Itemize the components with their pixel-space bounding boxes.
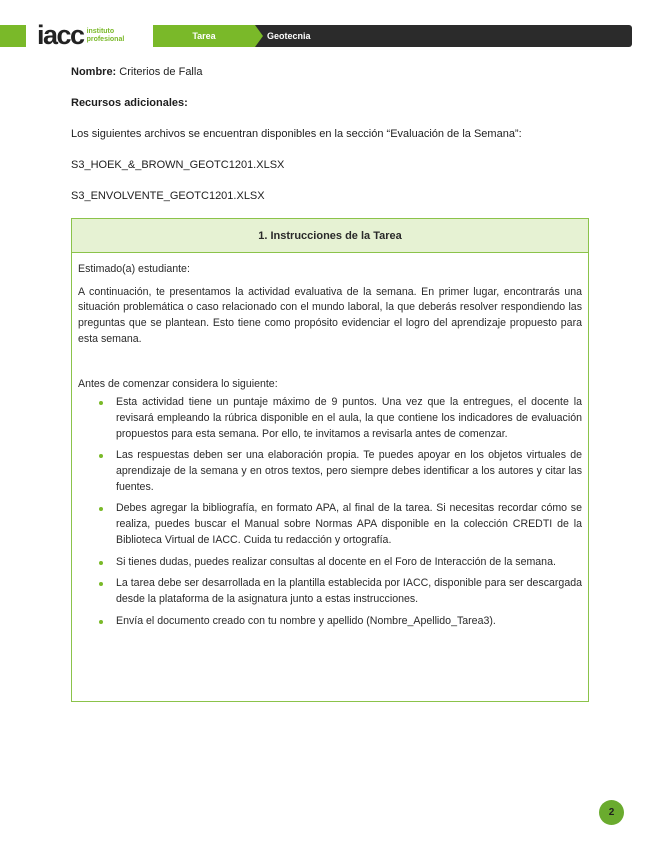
page-header xyxy=(0,20,632,50)
list-item: Esta actividad tiene un puntaje máximo de 9 puntos. Una vez que la entregues, el docente la revisará empleando la rúbrica disponible en el aula, la que contiene los indicadores de evaluación propuestos para esta semana. Por ello, te invitamos a revisarla antes de comenzar. xyxy=(116,395,582,442)
logo-subtitle xyxy=(87,28,125,44)
intro-paragraph: A continuación, te presentamos la actividad evaluativa de la semana. En primer lugar, encontrarás una situación problemática o caso relacionado con el mundo laboral, la que deberás resolver respondiendo las preguntas que se plantean. Esto tiene como propósito evidenciar el logro del aprendizaje propuesto para esta semana. xyxy=(78,285,582,345)
instructions-title: 1. Instrucciones de la Tarea xyxy=(72,219,588,253)
assignment-name xyxy=(71,66,202,78)
resources-label: Recursos adicionales: xyxy=(71,97,188,109)
logo-wordmark: iacc xyxy=(37,20,84,50)
instructions-body xyxy=(72,253,588,629)
course-name: Geotecnia xyxy=(267,31,311,41)
logo-subtitle-line2: profesional xyxy=(86,36,125,43)
instructions-box xyxy=(71,218,589,702)
file-link-hoek-brown[interactable]: S3_HOEK_&_BROWN_GEOTC1201.XLSX xyxy=(71,159,285,171)
instructions-list xyxy=(78,395,582,629)
header-course-label xyxy=(255,25,632,47)
resources-heading xyxy=(71,97,188,109)
list-item: Si tienes dudas, puedes realizar consultas al docente en el Foro de Interacción de la semana. xyxy=(116,555,582,571)
before-heading: Antes de comenzar considera lo siguiente: xyxy=(78,377,278,390)
file-link-envolvente[interactable]: S3_ENVOLVENTE_GEOTC1201.XLSX xyxy=(71,190,265,202)
brand-square xyxy=(0,25,26,47)
name-value: Criterios de Falla xyxy=(119,66,203,78)
iacc-logo xyxy=(37,21,124,49)
header-tab-tarea: Tarea xyxy=(153,25,255,47)
list-item: Debes agregar la bibliografía, en formato APA, al final de la tarea. Si necesitas recordar cómo se realiza, puedes buscar el Manual sobre Normas APA disponible en la colección CREDTI de la Biblioteca Virtual de IACC. Cuida tu redacción y ortografía. xyxy=(116,501,582,548)
page-number: 2 xyxy=(599,800,624,825)
files-intro: Los siguientes archivos se encuentran disponibles en la sección “Evaluación de la Semana”: xyxy=(71,128,522,140)
list-item: La tarea debe ser desarrollada en la plantilla establecida por IACC, disponible para ser descargada desde la plataforma de la asignatura junto a estas instrucciones. xyxy=(116,576,582,607)
list-item: Las respuestas deben ser una elaboración propia. Te puedes apoyar en los objetos virtuales de aprendizaje de la semana y en otros textos, pero siempre debes identificar a los autores y citar las fuentes. xyxy=(116,448,582,495)
name-label: Nombre: xyxy=(71,66,117,78)
list-item: Envía el documento creado con tu nombre y apellido (Nombre_Apellido_Tarea3). xyxy=(116,614,582,630)
logo-subtitle-line1: instituto xyxy=(86,28,115,35)
greeting: Estimado(a) estudiante: xyxy=(78,263,190,275)
